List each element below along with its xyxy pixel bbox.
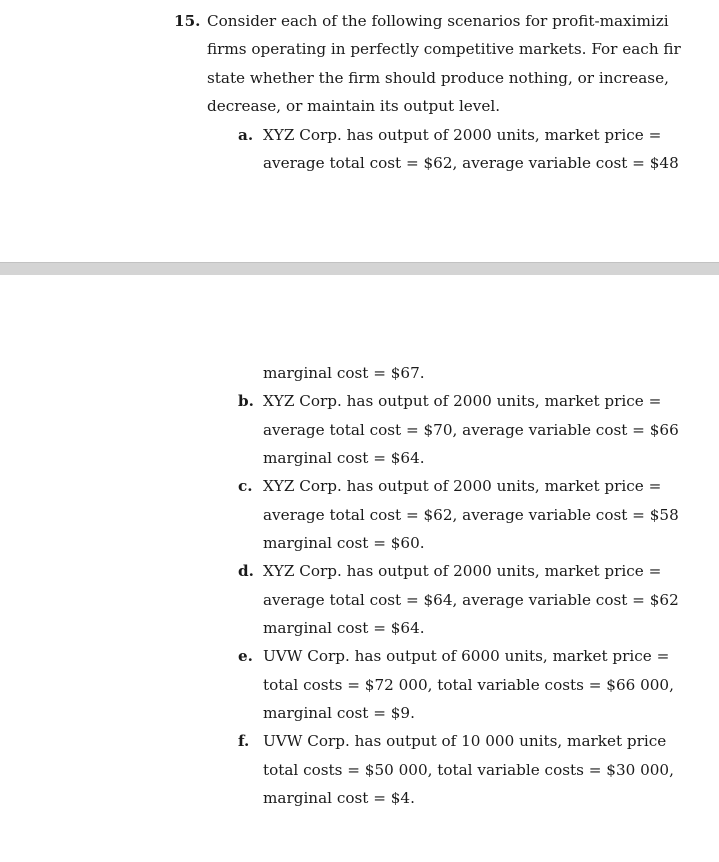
item-e-line-2: total costs = $72 000, total variable costs = $66 000, bbox=[263, 676, 674, 694]
item-d-line-3: marginal cost = $64. bbox=[263, 619, 425, 637]
item-b-line-1: XYZ Corp. has output of 2000 units, market price = bbox=[263, 392, 662, 410]
item-c-marker: c. bbox=[238, 477, 253, 495]
question-line-3: state whether the firm should produce nothing, or increase, bbox=[207, 69, 669, 87]
item-d-line-2: average total cost = $64, average variable cost = $62 bbox=[263, 591, 679, 609]
item-b-line-3: marginal cost = $64. bbox=[263, 449, 425, 467]
item-e-line-1: UVW Corp. has output of 6000 units, market price = bbox=[263, 647, 670, 665]
item-a-line-2: average total cost = $62, average variable cost = $48 bbox=[263, 154, 679, 172]
page-break bbox=[0, 262, 719, 276]
item-c-line-2: average total cost = $62, average variable cost = $58 bbox=[263, 506, 679, 524]
item-b-marker: b. bbox=[238, 392, 254, 410]
item-f-line-2: total costs = $50 000, total variable costs = $30 000, bbox=[263, 761, 674, 779]
item-a-marker: a. bbox=[238, 126, 254, 144]
item-d-line-1: XYZ Corp. has output of 2000 units, market price = bbox=[263, 562, 662, 580]
question-line-4: decrease, or maintain its output level. bbox=[207, 97, 501, 115]
item-f-line-1: UVW Corp. has output of 10 000 units, market price bbox=[263, 732, 667, 750]
item-e-marker: e. bbox=[238, 647, 253, 665]
question-line-1: Consider each of the following scenarios for profit-maximizi bbox=[207, 12, 669, 30]
question-line-2: firms operating in perfectly competitive markets. For each fir bbox=[207, 40, 681, 58]
item-c-line-3: marginal cost = $60. bbox=[263, 534, 425, 552]
question-number: 15. bbox=[174, 12, 201, 30]
item-a-line-3: marginal cost = $67. bbox=[263, 364, 425, 382]
item-b-line-2: average total cost = $70, average variable cost = $66 bbox=[263, 421, 679, 439]
item-c-line-1: XYZ Corp. has output of 2000 units, market price = bbox=[263, 477, 662, 495]
item-f-marker: f. bbox=[238, 732, 250, 750]
item-a-line-1: XYZ Corp. has output of 2000 units, market price = bbox=[263, 126, 662, 144]
page-top bbox=[0, 0, 719, 262]
page-bottom bbox=[0, 275, 719, 862]
item-e-line-3: marginal cost = $9. bbox=[263, 704, 415, 722]
item-f-line-3: marginal cost = $4. bbox=[263, 789, 415, 807]
item-d-marker: d. bbox=[238, 562, 254, 580]
